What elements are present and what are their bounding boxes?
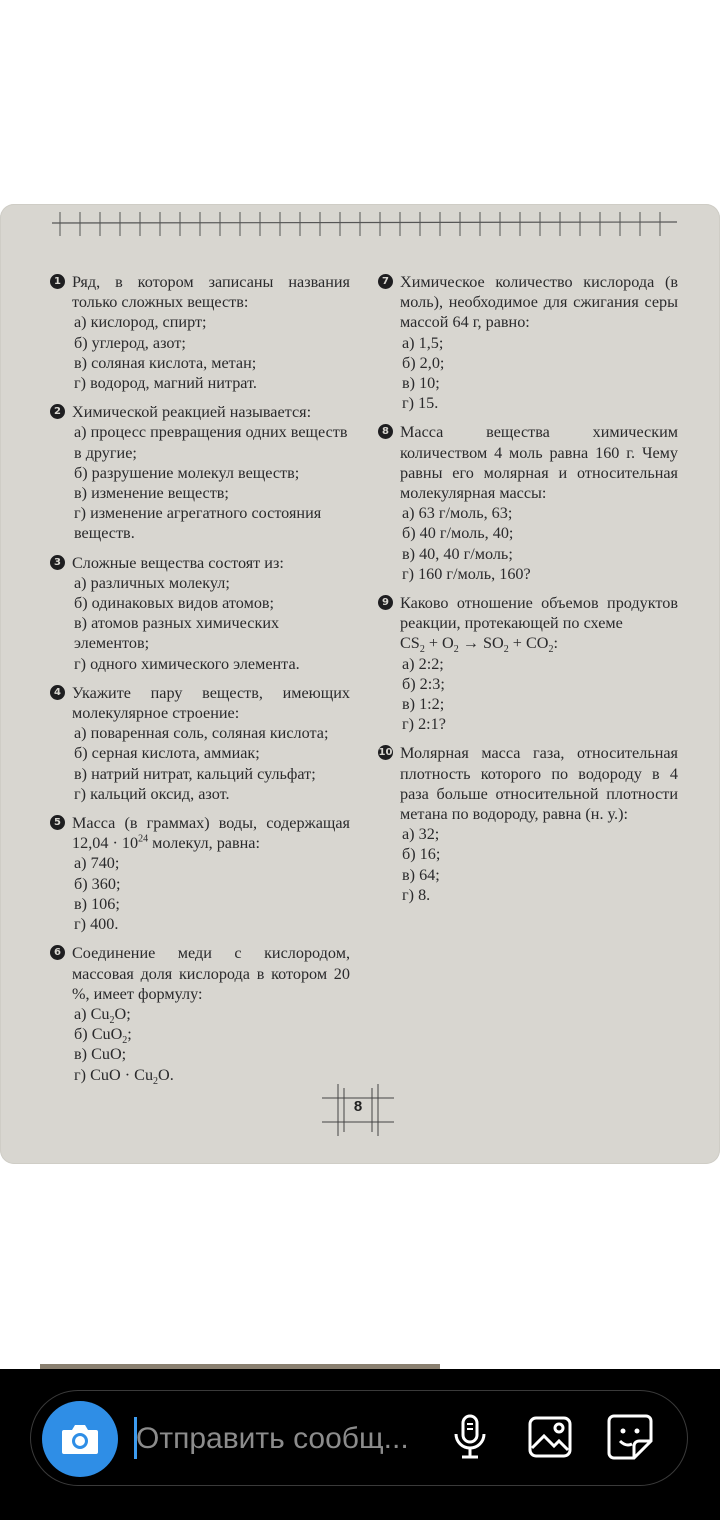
question-number: 2 xyxy=(50,404,65,419)
option: г) CuO · $Cu_2O$. xyxy=(74,1065,174,1087)
question-text: Химической реакцией называется: xyxy=(72,403,312,422)
question-text: Химическое количество кислорода (в моль), необходимое для сжигания серы массой 64 г, равно: xyxy=(400,273,678,332)
question-number: 3 xyxy=(50,555,65,570)
page-number: 8 xyxy=(353,1098,363,1115)
option: а) поваренная соль, соляная кислота; xyxy=(74,724,329,743)
question-7 xyxy=(378,272,678,413)
option: б) разрушение молекул веществ; xyxy=(74,463,300,482)
question-text: Масса вещества химическим количеством 4 моль равна 160 г. Чему равны его молярная и относительная молекулярная массы: xyxy=(400,423,678,503)
question-text: Молярная масса газа, относительная плотность которого по водороду в 4 раза больше относительной плотности метана по водороду, равна (н. у.): xyxy=(400,744,678,824)
camera-button[interactable] xyxy=(42,1401,118,1477)
option: в) 106; xyxy=(74,894,120,913)
option: г) 160 г/моль, 160? xyxy=(402,564,531,583)
left-column xyxy=(50,272,350,1094)
exponent: 24 xyxy=(138,833,149,845)
option: б) одинаковых видов атомов; xyxy=(74,594,275,613)
question-1 xyxy=(50,272,350,393)
option: б) 360; xyxy=(74,874,121,893)
option: г) водород, магний нитрат. xyxy=(74,374,257,393)
camera-icon xyxy=(60,1422,100,1456)
question-text: Масса (в граммах) воды, содержащая $12,04 \cdot 10^{24}$ молекул, равна: xyxy=(72,814,350,853)
option: а) 2:2; xyxy=(402,654,444,673)
question-4 xyxy=(50,683,350,804)
option: а) $Cu_2O$; xyxy=(74,1004,131,1027)
question-number: 7 xyxy=(378,274,393,289)
option: б) углерод, азот; xyxy=(74,333,186,352)
option: б) 2:3; xyxy=(402,674,445,693)
option: в) 64; xyxy=(402,865,440,884)
question-9 xyxy=(378,593,678,734)
question-number: 10 xyxy=(378,747,393,759)
gallery-button[interactable] xyxy=(526,1413,574,1461)
option: б) 40 г/моль, 40; xyxy=(402,524,514,543)
question-6 xyxy=(50,943,350,1087)
option: б) CuO$_2$; xyxy=(74,1025,132,1047)
sticker-icon xyxy=(606,1413,654,1461)
option: б) 16; xyxy=(402,845,441,864)
option: б) серная кислота, аммиак; xyxy=(74,744,260,763)
option: в) 40, 40 г/моль; xyxy=(402,544,513,563)
question-8 xyxy=(378,422,678,584)
option: г) 8. xyxy=(402,885,431,904)
option: в) 10; xyxy=(402,374,440,393)
question-number: 8 xyxy=(378,424,393,439)
message-input[interactable]: Отправить сообщ... xyxy=(136,1422,409,1455)
option: а) 32; xyxy=(402,825,440,844)
option: г) 2:1? xyxy=(402,715,446,734)
option: в) соляная кислота, метан; xyxy=(74,353,257,372)
option: в) натрий нитрат, кальций сульфат; xyxy=(74,764,316,783)
sticker-button[interactable] xyxy=(606,1413,654,1461)
right-column xyxy=(378,272,678,914)
question-text: Соединение меди с кислородом, массовая доля кислорода в котором 20 %, имеет формулу: xyxy=(72,944,350,1003)
option: а) 63 г/моль, 63; xyxy=(402,504,513,523)
question-text: Сложные вещества состоят из: xyxy=(72,553,284,572)
question-number: 9 xyxy=(378,595,393,610)
question-text: Каково отношение объемов продуктов реакции, протекающей по схеме $CS_2 + O_2 \to SO_2 + CO_2$: xyxy=(400,594,678,656)
microphone-icon xyxy=(452,1414,488,1460)
image-icon xyxy=(528,1416,572,1458)
option: а) кислород, спирт; xyxy=(74,313,207,332)
microphone-button[interactable] xyxy=(446,1413,494,1461)
option: а) процесс превращения одних веществ в другие; xyxy=(74,423,348,462)
question-text: Ряд, в котором записаны названия только сложных веществ: xyxy=(72,273,350,312)
option: в) CuO; xyxy=(74,1045,127,1064)
question-number: 6 xyxy=(50,945,65,960)
question-text: Укажите пару веществ, имеющих молекулярное строение: xyxy=(72,683,350,723)
photo-message[interactable] xyxy=(0,204,720,1164)
reaction-scheme: $CS_2 + O_2 \to SO_2 + CO_2$: xyxy=(400,634,558,656)
option: а) различных молекул; xyxy=(74,573,230,592)
question-5 xyxy=(50,813,350,934)
option: б) 2,0; xyxy=(402,353,445,372)
option: г) одного химического элемента. xyxy=(74,654,300,673)
question-3 xyxy=(50,553,350,674)
question-number: 1 xyxy=(50,274,65,289)
option: в) изменение веществ; xyxy=(74,484,229,503)
option: в) 1:2; xyxy=(402,695,445,714)
option: г) изменение агрегатного состояния веществ. xyxy=(74,504,322,543)
ruler-decoration xyxy=(52,212,677,236)
question-number: 5 xyxy=(50,815,65,830)
option: а) 740; xyxy=(74,854,120,873)
option: г) 15. xyxy=(402,394,439,413)
option: а) 1,5; xyxy=(402,333,444,352)
question-number: 4 xyxy=(50,685,65,700)
option: в) атомов разных химических элементов; xyxy=(74,614,280,653)
option: г) кальций оксид, азот. xyxy=(74,784,230,803)
option: г) 400. xyxy=(74,915,119,934)
message-composer xyxy=(0,1369,720,1520)
question-2 xyxy=(50,402,350,543)
question-10 xyxy=(378,743,678,905)
